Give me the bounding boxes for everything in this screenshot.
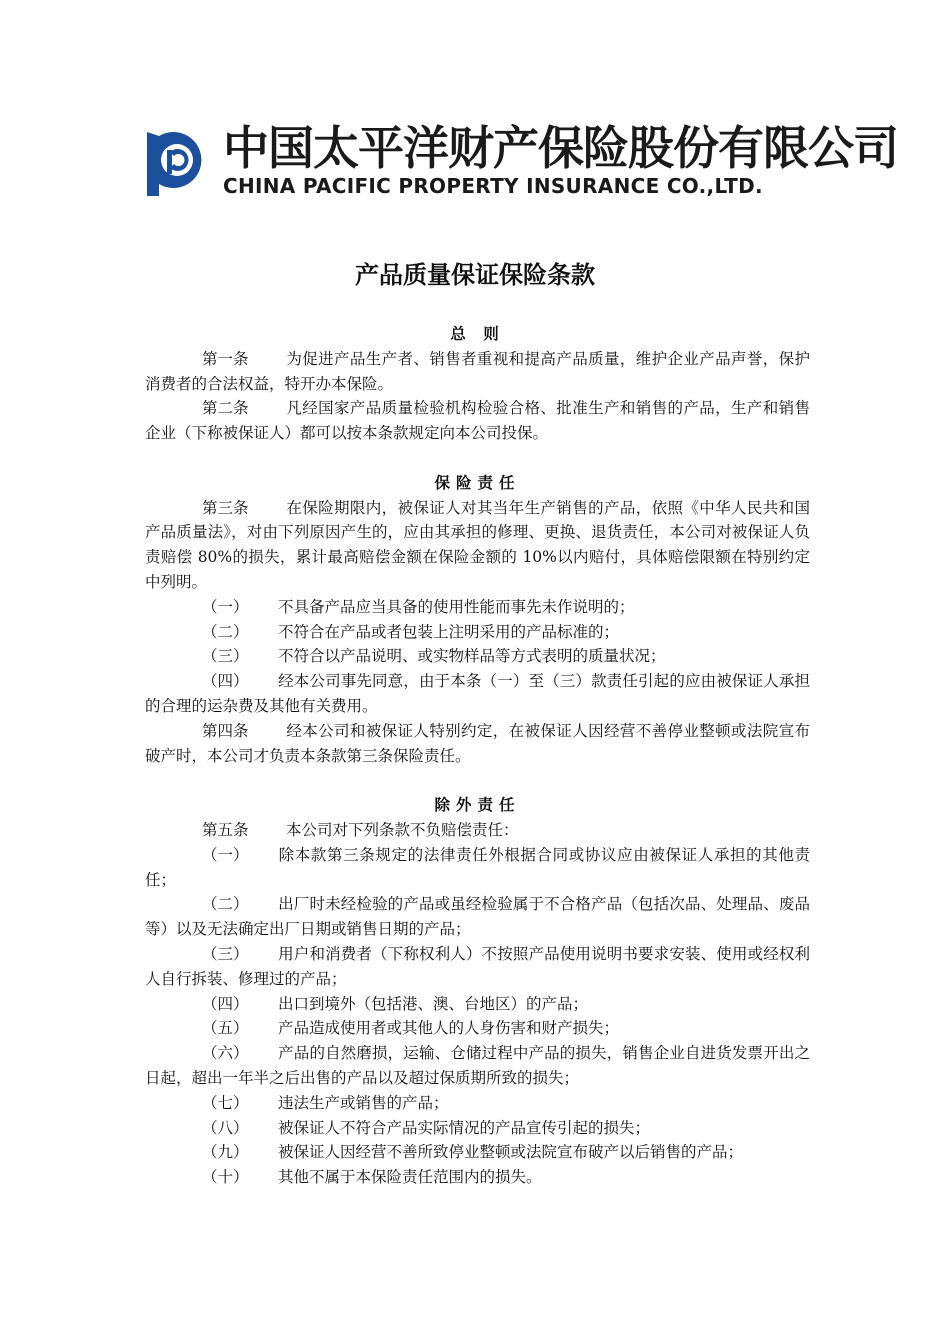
section-heading-general: 总 则 — [450, 324, 505, 343]
company-header — [143, 121, 898, 200]
article-1 — [145, 347, 810, 397]
item-label: （八） — [202, 1118, 249, 1137]
list-item — [145, 843, 810, 893]
item-label: （三） — [202, 647, 249, 666]
item-label: （四） — [202, 672, 249, 691]
item-label: （三） — [202, 944, 249, 963]
article-label: 第四条 — [202, 721, 249, 740]
article-label: 第一条 — [202, 349, 249, 368]
list-item — [145, 1140, 810, 1165]
list-item — [145, 1116, 810, 1141]
item-text: 经本公司事先同意，由于本条（一）至（三）款责任引起的应由被保证人承担的合理的运杂费及其他有关费用。 — [145, 672, 810, 715]
item-text: 违法生产或销售的产品； — [278, 1093, 449, 1112]
list-item — [145, 942, 810, 992]
list-item — [145, 1165, 810, 1190]
item-label: （十） — [202, 1168, 249, 1187]
item-text: 产品造成使用者或其他人的人身伤害和财产损失； — [278, 1019, 620, 1038]
article-text: 本公司对下列条款不负赔偿责任： — [286, 820, 519, 839]
list-item — [145, 1091, 810, 1116]
article-text: 经本公司和被保证人特别约定，在被保证人因经营不善停业整顿或法院宣布破产时，本公司才负责本条款第三条保险责任。 — [145, 721, 810, 765]
item-text: 被保证人因经营不善所致停业整顿或法院宣布破产以后销售的产品； — [278, 1143, 744, 1162]
list-item — [145, 669, 810, 719]
cpic-logo-icon — [143, 126, 207, 198]
document-title: 产品质量保证保险条款 — [355, 260, 595, 289]
item-label: （四） — [202, 994, 249, 1013]
article-label: 第三条 — [202, 498, 249, 517]
item-label: （七） — [202, 1093, 249, 1112]
section-heading-exclusions: 除外责任 — [434, 795, 521, 815]
list-item — [145, 620, 810, 645]
item-label: （五） — [202, 1019, 249, 1038]
item-text: 出厂时未经检验的产品或虽经检验属于不合格产品（包括次品、处理品、废品等）以及无法确定出厂日期或销售日期的产品； — [145, 895, 810, 939]
item-label: （九） — [202, 1143, 249, 1162]
list-item — [145, 644, 810, 669]
article-3 — [145, 496, 810, 595]
item-label: （二） — [202, 895, 249, 914]
item-label: （一） — [202, 845, 249, 864]
article-text: 在保险期限内，被保证人对其当年生产销售的产品，依照《中华人民共和国产品质量法》，对由下列原因产生的，应由其承担的修理、更换、退货责任，本公司对被保证人负责赔偿 80%的损失，累计最高赔偿金额在保险金额的 10%以内赔付，具体赔偿限额在特别约定中列明。 — [145, 498, 810, 591]
item-label: （二） — [202, 622, 249, 641]
item-text: 不符合以产品说明、或实物样品等方式表明的质量状况； — [278, 647, 666, 666]
list-item — [145, 892, 810, 942]
document-body — [145, 322, 810, 1190]
article-text: 凡经国家产品质量检验机构检验合格、批准生产和销售的产品，生产和销售企业（下称被保证人）都可以按本条款规定向本公司投保。 — [145, 399, 810, 443]
list-item — [145, 1041, 810, 1091]
item-text: 除本款第三条规定的法律责任外根据合同或协议应由被保证人承担的其他责任； — [145, 845, 810, 889]
article-5 — [145, 818, 810, 843]
item-text: 出口到境外（包括港、澳、台地区）的产品； — [278, 994, 589, 1013]
item-label: （六） — [202, 1044, 249, 1063]
item-text: 产品的自然磨损，运输、仓储过程中产品的损失，销售企业自进货发票开出之日起，超出一年半之后出售的产品以及超过保质期所致的损失； — [145, 1044, 810, 1087]
brand-name-english: CHINA PACIFIC PROPERTY INSURANCE CO.,LTD. — [223, 174, 763, 198]
article-2 — [145, 396, 810, 446]
list-item — [145, 595, 810, 620]
article-label: 第二条 — [202, 399, 249, 418]
article-text: 为促进产品生产者、销售者重视和提高产品质量，维护企业产品声誉，保护消费者的合法权益，特开办本保险。 — [145, 349, 810, 393]
item-text: 其他不属于本保险责任范围内的损失。 — [278, 1168, 542, 1187]
item-text: 不符合在产品或者包装上注明采用的产品标准的； — [278, 622, 620, 641]
brand-name-chinese: 中国太平洋财产保险股份有限公司 — [223, 121, 898, 175]
item-text: 被保证人不符合产品实际情况的产品宣传引起的损失； — [278, 1118, 651, 1137]
section-heading-liability: 保险责任 — [434, 472, 521, 492]
item-text: 用户和消费者（下称权利人）不按照产品使用说明书要求安装、使用或经权利人自行拆装、修理过的产品； — [145, 944, 810, 988]
article-label: 第五条 — [202, 820, 249, 839]
list-item — [145, 1016, 810, 1041]
list-item — [145, 992, 810, 1017]
item-text: 不具备产品应当具备的使用性能而事先未作说明的； — [278, 597, 635, 616]
item-label: （一） — [202, 597, 249, 616]
article-4 — [145, 719, 810, 769]
